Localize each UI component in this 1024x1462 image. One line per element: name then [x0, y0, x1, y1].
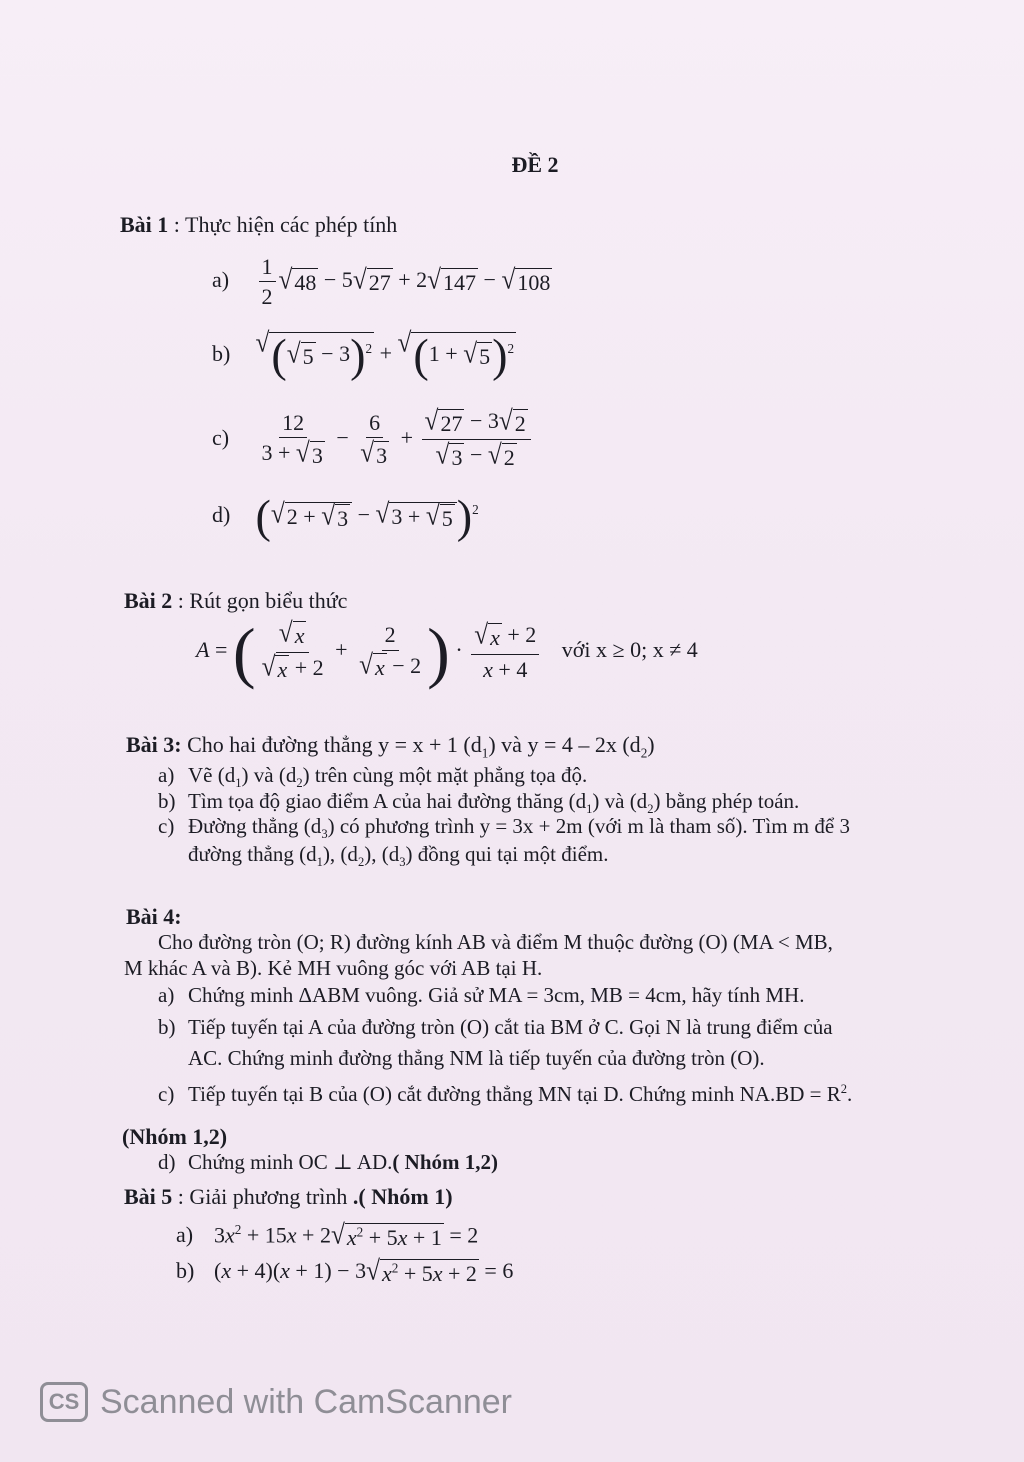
bai1-expression-c: c) 12 3 + √ 3 − 6 √ 3 + √ 27 − 3 √ 2 √ 3 − √ 2	[212, 408, 534, 471]
bai2-heading: Bài 2	[124, 588, 173, 613]
watermark-text: Scanned with CamScanner	[100, 1382, 513, 1421]
bai5-heading: Bài 5	[124, 1184, 173, 1209]
bai1-heading-line: Bài 1 : Thực hiện các phép tính	[120, 212, 398, 237]
bai4-item-b: b) Tiếp tuyến tại A của đường tròn (O) cắt tia BM ở C. Gọi N là trung điểm của	[158, 1015, 833, 1039]
bai2-expression: A = ( √ x √ x + 2 + 2 √ x − 2 ) · √ x + 2 x + 4 với x ≥ 0; x ≠ 4	[196, 614, 698, 690]
camscanner-watermark	[40, 1382, 512, 1422]
bai2-heading-line: Bài 2 : Rút gọn biểu thức	[124, 588, 348, 613]
bai1-instruction: Thực hiện các phép tính	[185, 212, 398, 237]
bai5-equation-b: b) (x + 4)(x + 1) − 3 √ $x^2 + 5x + 2$ = 6	[176, 1255, 514, 1286]
bai4-item-c: c) Tiếp tuyến tại B của (O) cắt đường thẳng MN tại D. Chứng minh $NA.BD = R^2$.	[158, 1082, 853, 1106]
bai2-condition: với x ≥ 0; x ≠ 4	[561, 637, 698, 663]
bai3-heading: Bài 3:	[126, 732, 182, 757]
bai4-intro-line1: Cho đường tròn (O; R) đường kính AB và điểm M thuộc đường (O) (MA < MB,	[158, 930, 833, 954]
bai3-item-b: b) Tìm tọa độ giao điểm A của hai đường thăng $(d_1)$ và $(d_2)$ bằng phép toán.	[158, 789, 800, 817]
bai3-item-a: a) Vẽ $(d_1)$ và $(d_2)$ trên cùng một mặt phẳng tọa độ.	[158, 763, 588, 791]
bai4-item-b-line2: AC. Chứng minh đường thẳng NM là tiếp tuyến của đường tròn (O).	[188, 1046, 765, 1070]
bai3-intro: Cho hai đường thẳng y = x + 1 $(d_1)$ và y = 4 – 2x $(d_2)$	[187, 732, 655, 761]
bai1-expression-b: b) √ ( √ 5 − 3)$^2$ + √ (1 + √ 5 )$^2$	[212, 327, 515, 381]
bai5-equation-a: a) $3x^2 + 15x + 2$ √ $x^2 + 5x + 1$ = 2	[176, 1219, 479, 1251]
camscanner-logo-icon: CS	[40, 1382, 88, 1422]
bai4-group-note: (Nhóm 1,2)	[122, 1124, 228, 1149]
bai1-expression-a: a) $\frac{1}{2}$ √ 48 − 5 √ 27 + 2 √ 147 − √ 108	[212, 254, 551, 310]
bai4-item-a: a) Chứng minh ΔABM vuông. Giả sử MA = 3cm, MB = 4cm, hãy tính MH.	[158, 983, 805, 1007]
bai4-item-d: d) Chứng minh OC ⊥ AD.( Nhóm 1,2)	[158, 1150, 498, 1174]
bai2-instruction: Rút gọn biểu thức	[189, 588, 348, 613]
bai5-heading-line: Bài 5 : Giải phương trình .( Nhóm 1)	[124, 1184, 453, 1209]
page-title: ĐỀ 2	[511, 152, 559, 177]
bai3-item-c: c) Đường thẳng $(d_3)$ có phương trình y = 3x + 2m (với m là tham số). Tìm m để 3	[158, 814, 850, 842]
bai3-item-c-line2: đường thẳng $(d_1)$, $(d_2)$, $(d_3)$ đồng qui tại một điểm.	[188, 842, 609, 870]
bai1-expression-d: d) ( √ 2 + √ 3 − √ 3 + √ 5 )$^2$	[212, 491, 479, 542]
bai4-heading: Bài 4:	[126, 904, 182, 929]
bai3-heading-line	[126, 732, 655, 761]
bai1-heading: Bài 1	[120, 212, 169, 237]
bai4-intro-line2: M khác A và B). Kẻ MH vuông góc với AB tại H.	[124, 956, 543, 980]
